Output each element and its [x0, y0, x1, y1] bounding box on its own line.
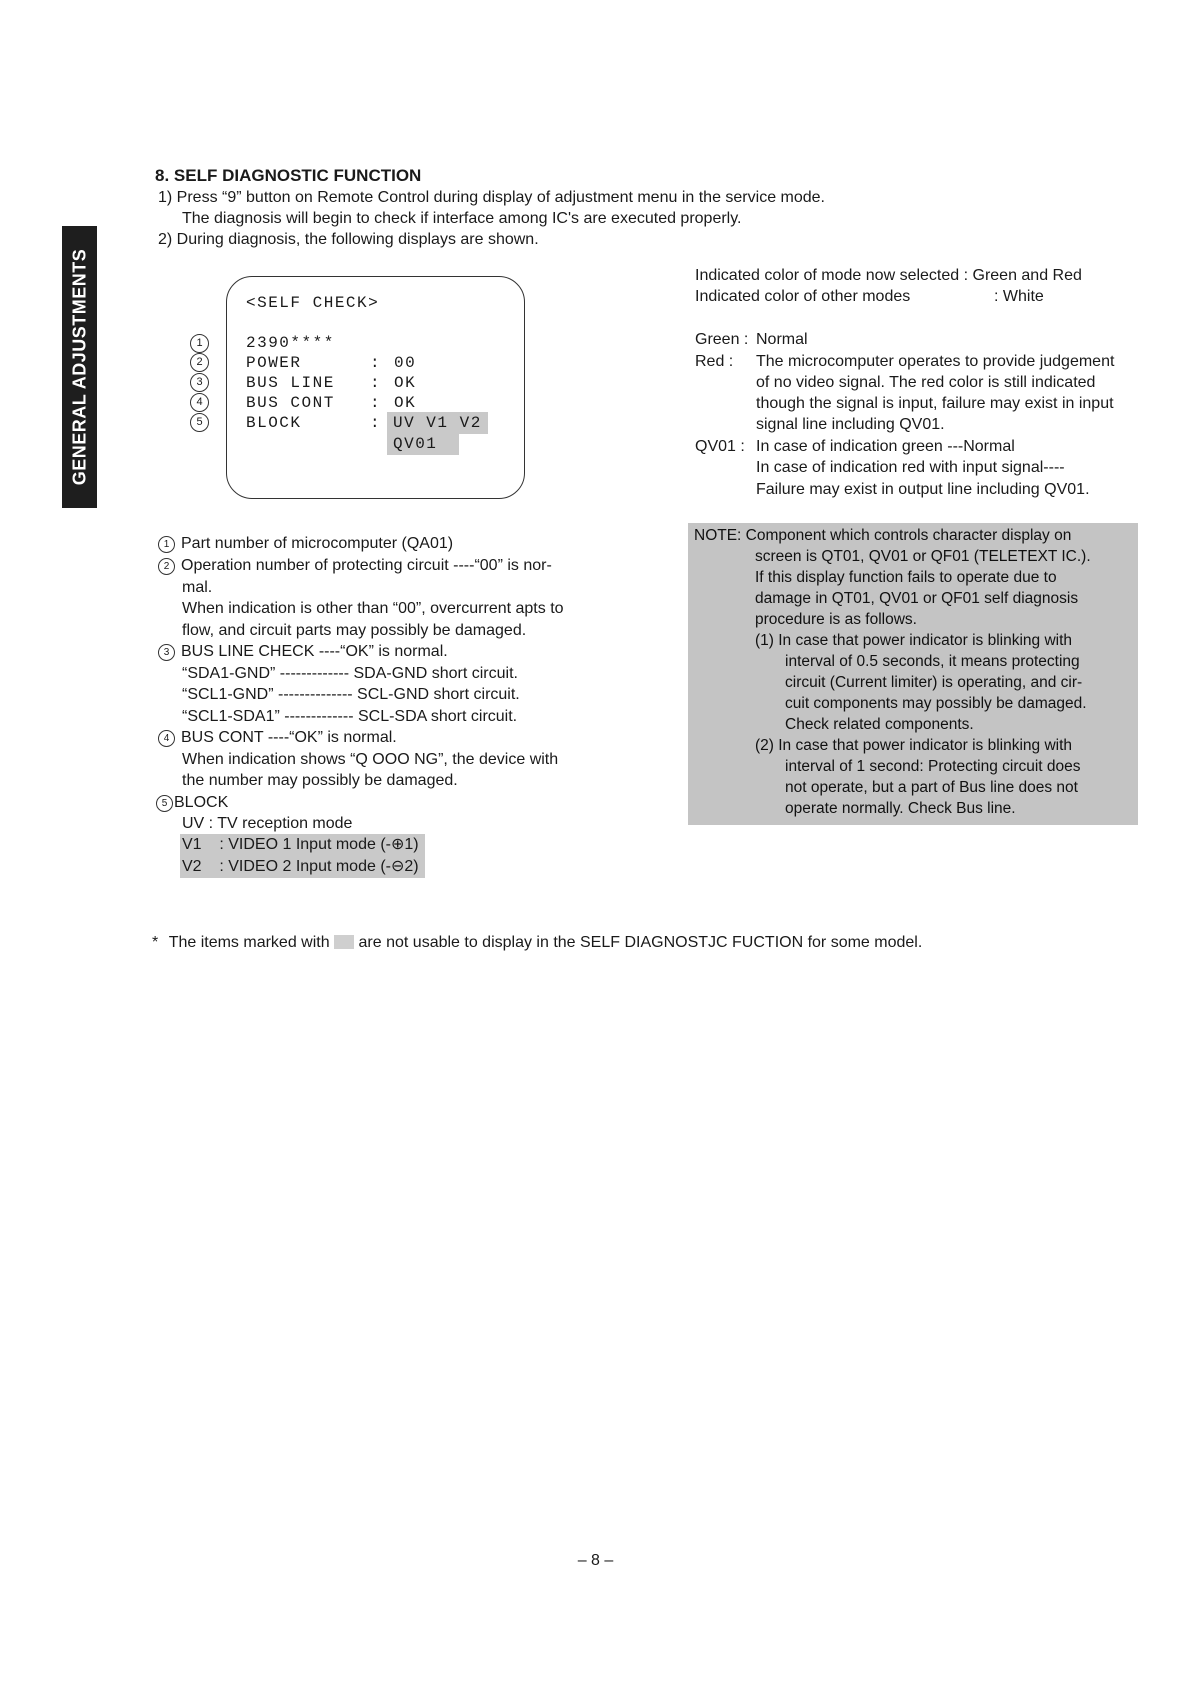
explanation-2c: When indication is other than “00”, overcurrent apts to — [182, 600, 564, 617]
explanation-2b: mal. — [182, 579, 213, 596]
explanation-2: 2 Operation number of protecting circuit ----“00” is nor- — [158, 555, 552, 577]
screen-row-busline-value: OK — [394, 374, 417, 392]
qv01-line-2: In case of indication red with input signal---- — [756, 459, 1065, 476]
row-number-5: 5 — [190, 413, 209, 432]
red-label: Red : — [695, 353, 734, 370]
step-2: 2) During diagnosis, the following displays are shown. — [158, 231, 539, 248]
explanation-1: 1 Part number of microcomputer (QA01) — [158, 533, 453, 555]
explanation-5a: UV : TV reception mode — [182, 815, 353, 832]
qv01-line-3: Failure may exist in output line including QV01. — [756, 481, 1090, 498]
explanation-4b: When indication shows “Q OOO NG”, the device with — [182, 751, 559, 768]
note-line-12: interval of 1 second: Protecting circuit does — [785, 758, 1081, 775]
screen-row-busline-label: BUS LINE — [246, 374, 335, 392]
green-text: Normal — [756, 331, 808, 348]
side-tab-label: GENERAL ADJUSTMENTS — [69, 248, 89, 486]
section-title: 8. SELF DIAGNOSTIC FUNCTION — [155, 166, 422, 185]
screen-row-power-sep: : — [370, 354, 382, 372]
screen-row-block-label: BLOCK — [246, 414, 302, 432]
screen-row-block-sep: : — [370, 414, 382, 432]
green-label: Green : — [695, 331, 749, 348]
legend-other: Indicated color of other modes — [695, 288, 911, 305]
screen-row-busline-sep: : — [370, 374, 382, 392]
note-line-8: circuit (Current limiter) is operating, and cir- — [785, 674, 1083, 691]
explanation-5c: V2 : VIDEO 2 Input mode (-⊖2) — [180, 856, 425, 878]
row-number-2: 2 — [190, 353, 209, 372]
screen-row-buscont-label: BUS CONT — [246, 394, 335, 412]
footnote-before: The items marked with — [168, 934, 330, 951]
explanation-4: 4 BUS CONT ----“OK” is normal. — [158, 727, 397, 749]
row-number-4: 4 — [190, 393, 209, 412]
shaded-marker-icon — [334, 935, 354, 949]
footnote — [152, 932, 922, 954]
red-line-2: of no video signal. The red color is still indicated — [756, 374, 1096, 391]
footnote-after: are not usable to display in the SELF DIAGNOSTJC FUCTION for some model. — [358, 934, 923, 951]
note-line-5: procedure is as follows. — [755, 611, 917, 628]
screen-row-block-extra: QV01 — [387, 433, 459, 455]
qv01-line-1: In case of indication green ---Normal — [756, 438, 1015, 455]
row-number-1: 1 — [190, 334, 209, 353]
explanation-5b: V1 : VIDEO 1 Input mode (-⊕1) — [180, 834, 425, 856]
screen-header: <SELF CHECK> — [246, 294, 380, 312]
note-line-14: operate normally. Check Bus line. — [785, 800, 1016, 817]
red-line-4: signal line including QV01. — [756, 416, 945, 433]
screen-row-block-value: UV V1 V2 — [387, 412, 488, 434]
note-line-4: damage in QT01, QV01 or QF01 self diagnosis — [755, 590, 1079, 607]
note-line-3: If this display function fails to operate due to — [755, 569, 1057, 586]
footnote-star: * — [152, 934, 159, 951]
explanation-3-row-3: “SCL1-SDA1” ------------- SCL-SDA short circuit. — [182, 708, 518, 725]
screen-row-power-label: POWER — [246, 354, 302, 372]
note-line-2: screen is QT01, QV01 or QF01 (TELETEXT IC.). — [755, 548, 1091, 565]
qv01-label: QV01 : — [695, 438, 745, 455]
explanation-5: 5 BLOCK — [156, 792, 228, 814]
screen-row-power-value: 00 — [394, 354, 417, 372]
note-line-13: not operate, but a part of Bus line does not — [785, 779, 1078, 796]
legend-selected: Indicated color of mode now selected : Green and Red — [695, 267, 1082, 284]
red-line-3: though the signal is input, failure may exist in input — [756, 395, 1114, 412]
explanation-3-row-2: “SCL1-GND” -------------- SCL-GND short circuit. — [182, 686, 520, 703]
red-line-1: The microcomputer operates to provide judgement — [756, 353, 1115, 370]
note-line-11: (2) In case that power indicator is blinking with — [755, 737, 1073, 754]
step-1-continued: The diagnosis will begin to check if interface among IC's are executed properly. — [182, 210, 742, 227]
note-line-10: Check related components. — [785, 716, 974, 733]
note-line-9: cuit components may possibly be damaged. — [785, 695, 1087, 712]
page-number: – 8 – — [577, 1552, 614, 1569]
screen-row-buscont-value: OK — [394, 394, 417, 412]
screen-row-part-number: 2390**** — [246, 334, 335, 352]
note-line-6: (1) In case that power indicator is blinking with — [755, 632, 1073, 649]
explanation-4c: the number may possibly be damaged. — [182, 772, 458, 789]
row-number-3: 3 — [190, 373, 209, 392]
explanation-3-row-1: “SDA1-GND” ------------- SDA-GND short circuit. — [182, 665, 518, 682]
explanation-2d: flow, and circuit parts may possibly be damaged. — [182, 622, 527, 639]
step-1: 1) Press “9” button on Remote Control during display of adjustment menu in the service mode. — [158, 189, 825, 206]
note-line-1: NOTE: Component which controls character display on — [694, 527, 1072, 544]
legend-other-value: : White — [994, 288, 1044, 305]
note-line-7: interval of 0.5 seconds, it means protecting — [785, 653, 1080, 670]
screen-row-buscont-sep: : — [370, 394, 382, 412]
explanation-3: 3 BUS LINE CHECK ----“OK” is normal. — [158, 641, 448, 663]
side-tab — [62, 226, 97, 508]
